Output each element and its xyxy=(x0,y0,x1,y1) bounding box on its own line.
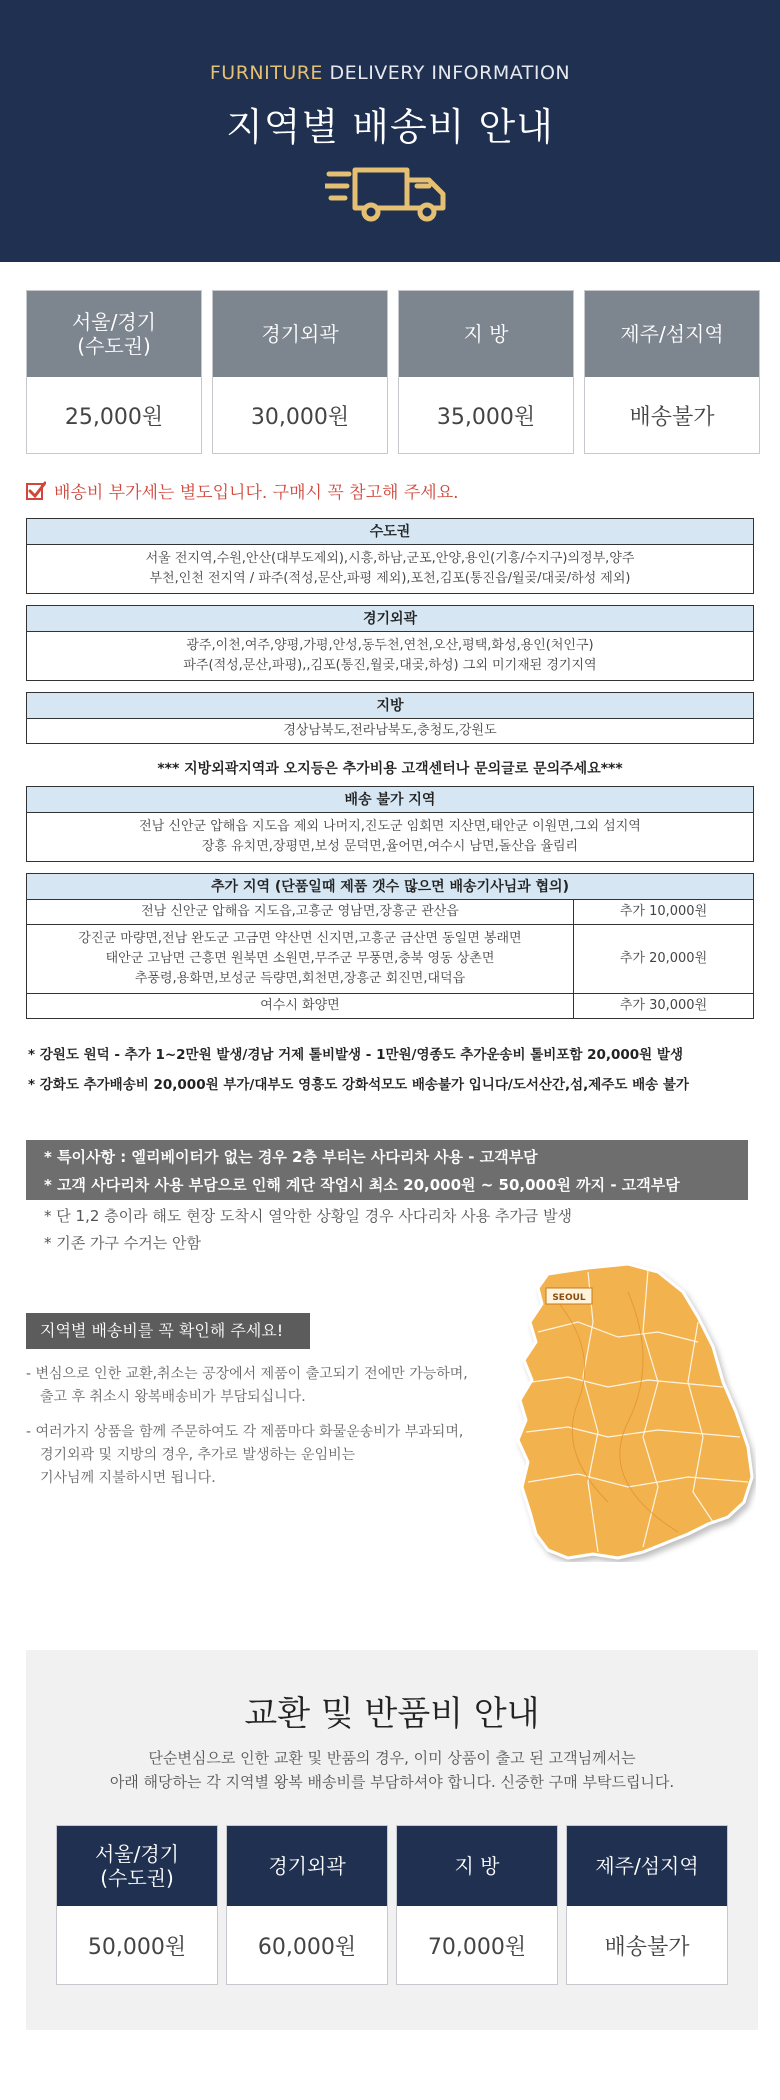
table-row xyxy=(27,925,754,994)
fee-card-region: 제주/섬지역 xyxy=(585,291,759,377)
fee-card xyxy=(212,290,388,454)
korea-map-icon xyxy=(508,1262,756,1562)
fee-card xyxy=(396,1825,558,1985)
fee-card xyxy=(584,290,760,454)
extra-area: 전남 신안군 압해읍 지도읍,고흥군 영남면,장흥군 관산읍 xyxy=(27,900,574,925)
fee-card-price: 배송불가 xyxy=(629,404,715,430)
extra-area: 강진군 마량면,전남 완도군 고금면 약산면 신지면,고흥군 금산면 동일면 봉래면 태안군 고남면 근흥면 원북면 소원면,무주군 무풍면,충북 영동 상촌면 추풍령,용화면,보성군 득량면,회천면,장흥군 회진면,대덕읍 xyxy=(27,925,574,994)
fee-card-price: 35,000원 xyxy=(436,404,536,430)
extra-fee: 추가 10,000원 xyxy=(574,900,754,925)
fee-card-price: 30,000원 xyxy=(250,404,350,430)
fee-card-price: 70,000원 xyxy=(427,1934,527,1960)
page-title: 지역별 배송비 안내 xyxy=(226,105,554,149)
page-header xyxy=(0,0,780,262)
fee-card xyxy=(26,290,202,454)
fee-card-price: 배송불가 xyxy=(604,1934,690,1960)
region-table-unavailable xyxy=(26,786,754,862)
fee-card-region: 경기외곽 xyxy=(213,291,387,377)
fee-card-region: 지 방 xyxy=(397,1826,557,1906)
fee-card-region: 서울/경기 (수도권) xyxy=(27,291,201,377)
list-item: - 변심으로 인한 교환,취소는 공장에서 제품이 출고되기 전에만 가능하며, 출고 후 취소시 왕복배송비가 부담되십니다. xyxy=(26,1366,468,1405)
exchange-desc: 단순변심으로 인한 교환 및 반품의 경우, 이미 상품이 출고 된 고객님께서는 아래 해당하는 각 지역별 왕복 배송비를 부담하셔야 합니다. 신중한 구매 부탁드립니다. xyxy=(109,1749,675,1791)
table-row xyxy=(27,994,754,1019)
delivery-fee-cards xyxy=(26,290,760,454)
region-table-outer xyxy=(26,605,754,681)
region-table-body: 전남 신안군 압해읍 지도읍 제외 나머지,진도군 임회면 지산면,태안군 이원면,그외 섬지역 장흥 유치면,장평면,보성 문덕면,율어면,여수시 남면,돌산읍 율림리 xyxy=(139,819,641,854)
fee-card-region: 제주/섬지역 xyxy=(567,1826,727,1906)
fee-card xyxy=(398,290,574,454)
special-notes-box: * 특이사항 : 엘리베이터가 없는 경우 2층 부터는 사다리차 사용 - 고객부담 * 고객 사다리차 사용 부담으로 인해 계단 작업시 최소 20,000원 ~ 50,000원 까지 - 고객부담 xyxy=(26,1140,748,1200)
region-table-title: 경기외곽 xyxy=(27,606,753,632)
fee-card xyxy=(226,1825,388,1985)
region-table-title: 수도권 xyxy=(27,519,753,545)
region-table-province xyxy=(26,692,754,744)
confirm-list xyxy=(26,1363,526,1502)
extra-area: 여수시 화양면 xyxy=(27,994,574,1019)
header-eyebrow: FURNITURE DELIVERY INFORMATION xyxy=(209,62,571,84)
remote-area-note: *** 지방외곽지역과 오지등은 추가비용 고객센터나 문의글로 문의주세요*** xyxy=(157,761,623,777)
extra-fee-table-title: 추가 지역 (단품일때 제품 갯수 많으면 배송기사님과 협의) xyxy=(27,874,754,900)
region-table-capital xyxy=(26,518,754,594)
map-label: SEOUL xyxy=(552,1293,586,1303)
exchange-fee-cards xyxy=(56,1825,728,1985)
vat-notice-text: 배송비 부가세는 별도입니다. 구매시 꼭 참고해 주세요. xyxy=(54,483,459,503)
foot-notes: * 강원도 원덕 - 추가 1~2만원 발생/경남 거제 톨비발생 - 1만원/영종도 추가운송비 톨비포함 20,000원 발생 * 강화도 추가배송비 20,000원 부가/대부도 영흥도 강화석모도 배송불가 입니다/도서산간,섬,제주도 배송 불가 xyxy=(28,1047,689,1093)
vat-notice xyxy=(26,478,459,503)
fee-card-region: 경기외곽 xyxy=(227,1826,387,1906)
fee-card xyxy=(566,1825,728,1985)
fee-card-price: 60,000원 xyxy=(257,1934,357,1960)
region-table-body: 경상남북도,전라남북도,충청도,강원도 xyxy=(283,723,497,738)
fee-card-region: 지 방 xyxy=(399,291,573,377)
fee-card-price: 50,000원 xyxy=(87,1934,187,1960)
special-sub-notes: * 단 1,2 층이라 해도 현장 도착시 열악한 상황일 경우 사다리차 사용 추가금 발생 * 기존 가구 수거는 안함 xyxy=(44,1207,573,1252)
fee-card-price: 25,000원 xyxy=(64,404,164,430)
region-table-title: 배송 불가 지역 xyxy=(27,787,753,813)
list-item: - 여러가지 상품을 함께 주문하여도 각 제품마다 화물운송비가 부과되며, 경기외곽 및 지방의 경우, 추가로 발생하는 운임비는 기사님께 지불하시면 됩니다. xyxy=(26,1424,464,1486)
confirm-badge: 지역별 배송비를 꼭 확인해 주세요! xyxy=(26,1313,310,1349)
extra-fee: 추가 30,000원 xyxy=(574,994,754,1019)
fee-card xyxy=(56,1825,218,1985)
table-row xyxy=(27,900,754,925)
fee-card-region: 서울/경기 (수도권) xyxy=(57,1826,217,1906)
region-table-body: 서울 전지역,수원,안산(대부도제외),시흥,하남,군포,안양,용인(기흥/수지구)의정부,양주 부천,인천 전지역 / 파주(적성,문산,파평 제외),포천,김포(통진읍/월곶/대곶/하성 제외) xyxy=(145,551,635,586)
exchange-title: 교환 및 반품비 안내 xyxy=(244,1694,540,1734)
region-table-body: 광주,이천,여주,양평,가평,안성,동두천,연천,오산,평택,화성,용인(처인구) 파주(적성,문산,파평),,김포(통진,월곶,대곶,하성) 그외 미기재된 경기지역 xyxy=(183,638,597,673)
region-table-title: 지방 xyxy=(27,693,753,719)
extra-fee-table xyxy=(26,873,754,1019)
check-icon xyxy=(26,481,46,501)
extra-fee: 추가 20,000원 xyxy=(574,925,754,994)
truck-icon xyxy=(325,164,455,224)
